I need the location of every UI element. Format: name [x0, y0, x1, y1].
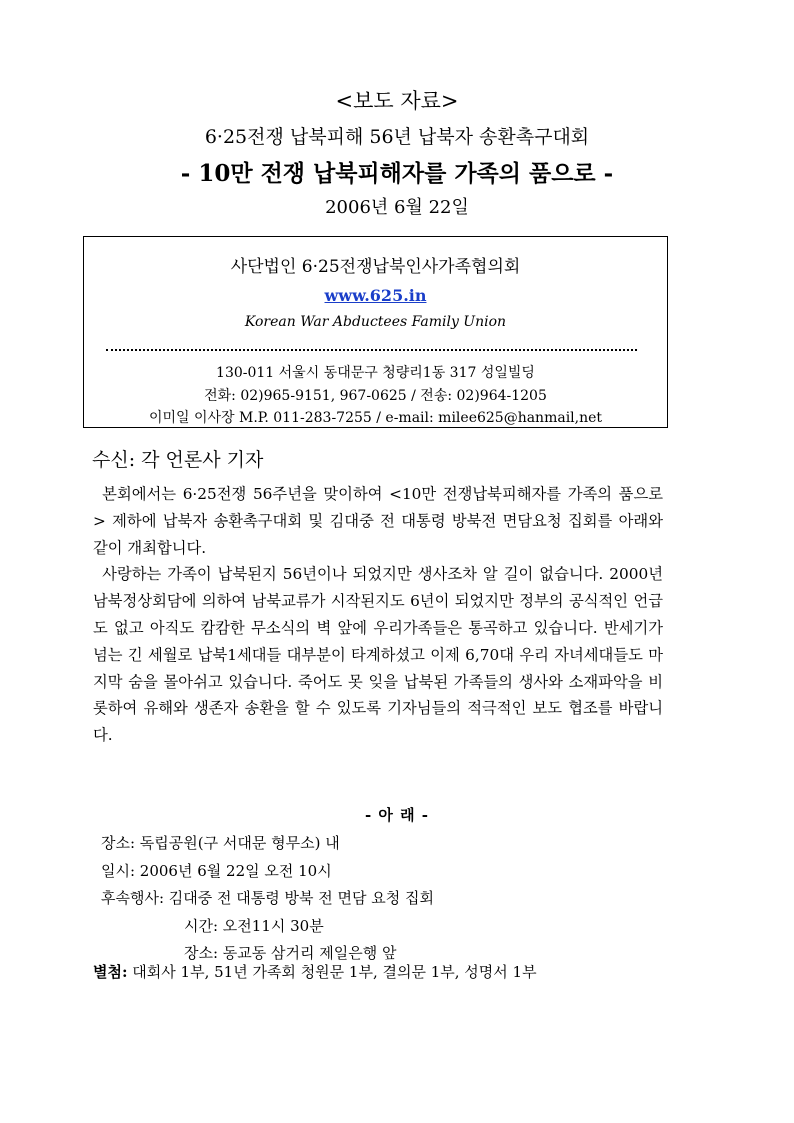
organization-info-box [83, 236, 668, 428]
organization-english-name: Korean War Abductees Family Union [244, 314, 507, 330]
attachments-label: 별첨: [93, 963, 128, 981]
detail-follow-event: 후속행사: 김대중 전 대통령 방북 전 면담 요청 집회 [101, 889, 435, 907]
organization-website-link[interactable]: www.625.in [324, 286, 427, 305]
press-release-header [0, 88, 794, 220]
event-title: 6·25전쟁 납북피해 56년 납북자 송환촉구대회 [204, 126, 590, 148]
organization-name: 사단법인 6·25전쟁납북인사가족협의회 [230, 257, 521, 277]
press-release-body [93, 481, 663, 749]
document-type: <보도 자료> [335, 89, 459, 113]
organization-address: 130-011 서울시 동대문구 청량리1동 317 성일빌딩 [216, 365, 535, 381]
release-date: 2006년 6월 22일 [325, 197, 469, 218]
notice-heading: - 아 래 - [364, 806, 430, 824]
attachments-line [93, 960, 537, 984]
detail-place: 장소: 독립공원(구 서대문 형무소) 내 [101, 834, 340, 852]
dotted-divider [106, 349, 637, 351]
body-paragraph-1: 본회에서는 6·25전쟁 56주년을 맞이하여 <10만 전쟁납북피해자를 가족의 품으로> 제하에 납북자 송환촉구대회 및 김대중 전 대통령 방북전 면담요청 집회를 아래와 같이 개최합니다. [93, 485, 663, 557]
attachments-list: 대회사 1부, 51년 가족회 청원문 1부, 결의문 1부, 성명서 1부 [127, 963, 537, 981]
detail-follow-time: 시간: 오전11시 30분 [184, 916, 324, 935]
organization-phone-fax: 전화: 02)965-9151, 967-0625 / 전송: 02)964-1205 [204, 388, 547, 404]
detail-datetime: 일시: 2006년 6월 22일 오전 10시 [101, 861, 332, 880]
body-paragraph-2: 사랑하는 가족이 납북된지 56년이나 되었지만 생사조차 알 길이 없습니다. 2000년 남북정상회담에 의하여 남북교류가 시작된지도 6년이 되었지만 정부의 공식적인 언급도 없고 아직도 캄캄한 무소식의 벽 앞에 우리가족들은 통곡하고 있습니다. 반세기가 넘는 긴 세월로 납북1세대들 대부분이 타계하셨고 이제 6,70대 우리 자녀세대들도 마지막 숨을 몰아쉬고 있습니다. 죽어도 못 잊을 납북된 가족들의 생사와 소재파악을 비롯하여 유해와 생존자 송환을 할 수 있도록 기자님들의 적극적인 보도 협조를 바랍니다. [93, 565, 663, 745]
detail-follow-place: 장소: 동교동 삼거리 제일은행 앞 [184, 944, 397, 962]
organization-contact: 이미일 이사장 M.P. 011-283-7255 / e-mail: milee625@hanmail,net [148, 410, 603, 426]
recipient-line: 수신: 각 언론사 기자 [92, 449, 264, 471]
event-slogan: - 10만 전쟁 납북피해자를 가족의 품으로 - [180, 160, 614, 187]
